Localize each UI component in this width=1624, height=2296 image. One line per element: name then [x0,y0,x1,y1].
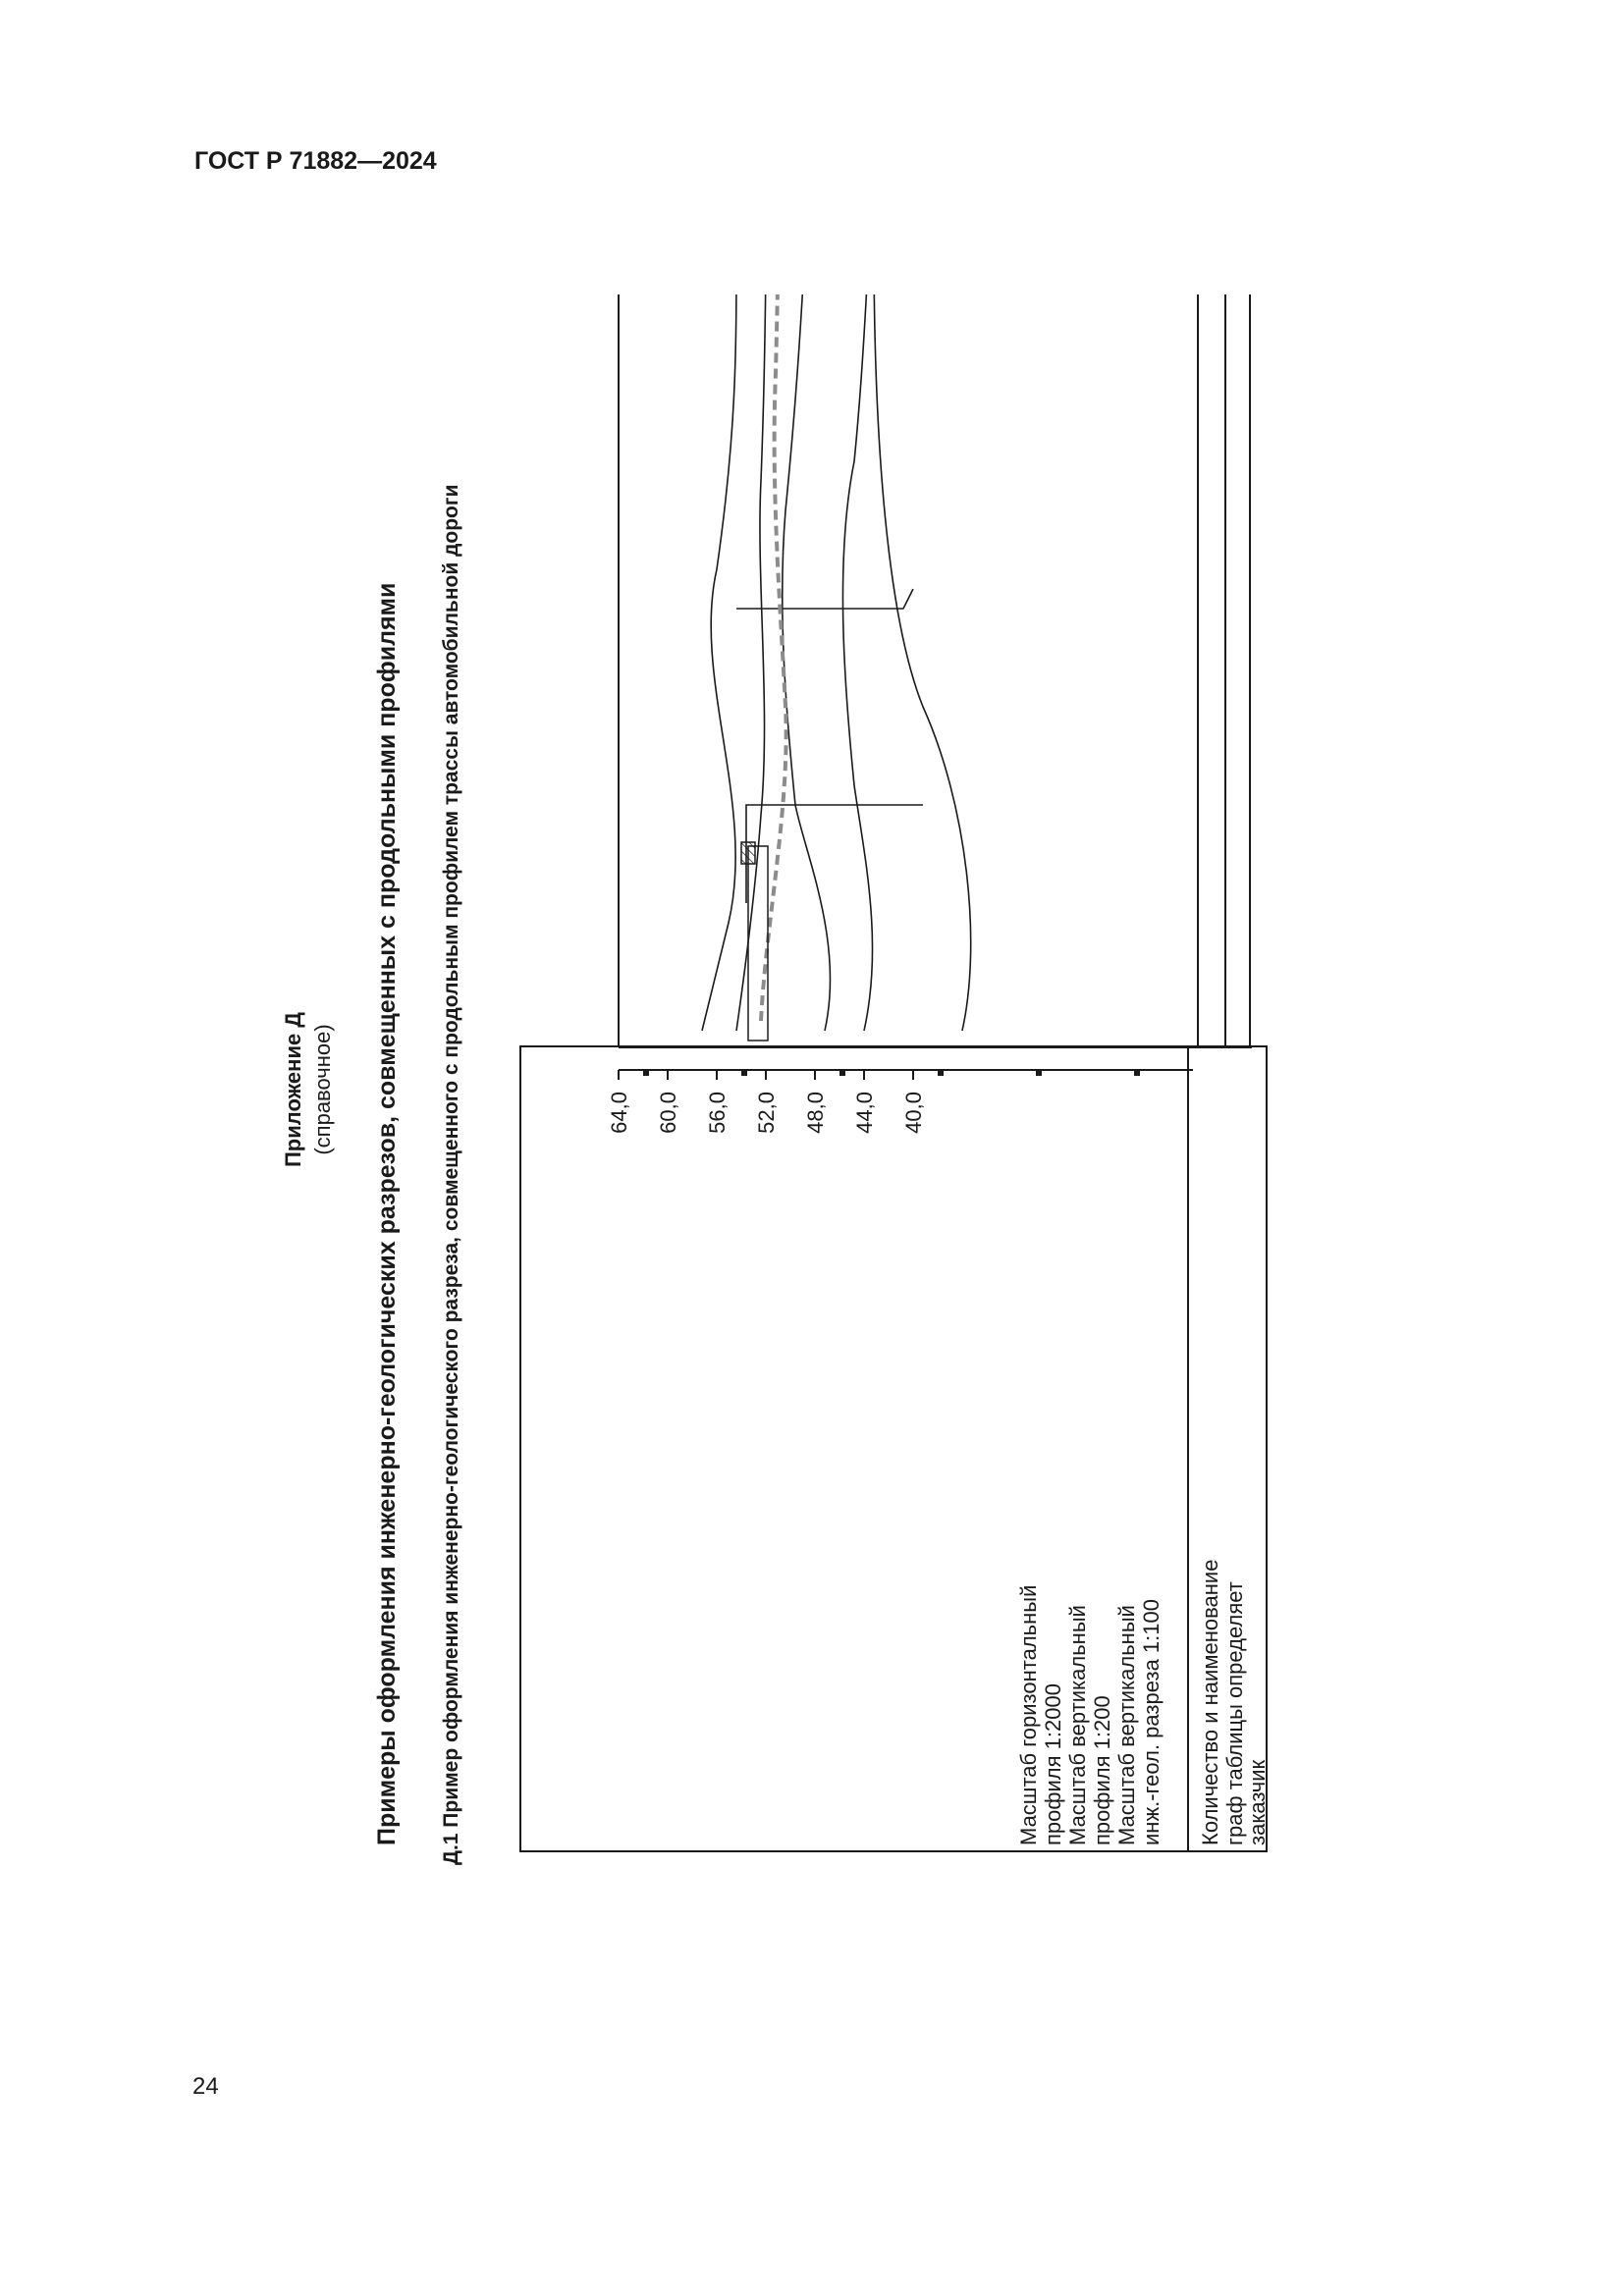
elevation-tick-label: 60,0 [656,1092,680,1134]
elevation-tick-label: 52,0 [754,1092,779,1134]
design-grade-line [761,294,786,1021]
elevation-scale [619,1070,1193,1080]
elevation-tick-label: 44,0 [852,1092,877,1134]
table-note-line: Количество и наименование [1198,1559,1222,1845]
page-number: 24 [192,2073,219,2100]
elevation-tick-label: 56,0 [705,1092,730,1134]
appendix-status: (справочное) [310,1024,335,1155]
table-note-line: заказчик [1245,1759,1270,1845]
elevation-tick-label: 40,0 [901,1092,926,1134]
profile-lines [702,294,971,1031]
scale-legend-line: профиля 1:2000 [1041,1683,1065,1845]
rotated-figure-page [275,294,1512,1885]
table-note-line: граф таблицы определяет [1222,1581,1247,1845]
scale-legend [1016,1585,1164,1845]
standard-header: ГОСТ Р 71882—2024 [194,147,437,175]
appendix-title: Приложение Д [281,1012,305,1167]
scale-legend-line: Масштаб вертикальный [1065,1605,1090,1845]
elevation-tick-label: 64,0 [607,1092,631,1134]
scale-legend-line: Масштаб вертикальный [1114,1605,1139,1845]
figure-title: Д.1 Пример оформления инженерно-геологического разреза, совмещенного с продольным профилем трассы автомобильной дороги [440,484,462,1865]
elevation-tick-label: 48,0 [803,1092,828,1134]
section-title: Примеры оформления инженерно-геологических разрезов, совмещенных с продольными профилями [373,582,401,1845]
scale-legend-line: профиля 1:200 [1090,1695,1114,1845]
scale-legend-line: инж.-геол. разреза 1:100 [1139,1599,1164,1845]
elevation-tick-labels [607,1092,926,1134]
borehole-79 [741,842,768,1041]
geological-section-drawing [275,294,1512,1885]
table-note [1198,1560,1270,1845]
scale-legend-line: Масштаб горизонтальный [1016,1584,1041,1845]
